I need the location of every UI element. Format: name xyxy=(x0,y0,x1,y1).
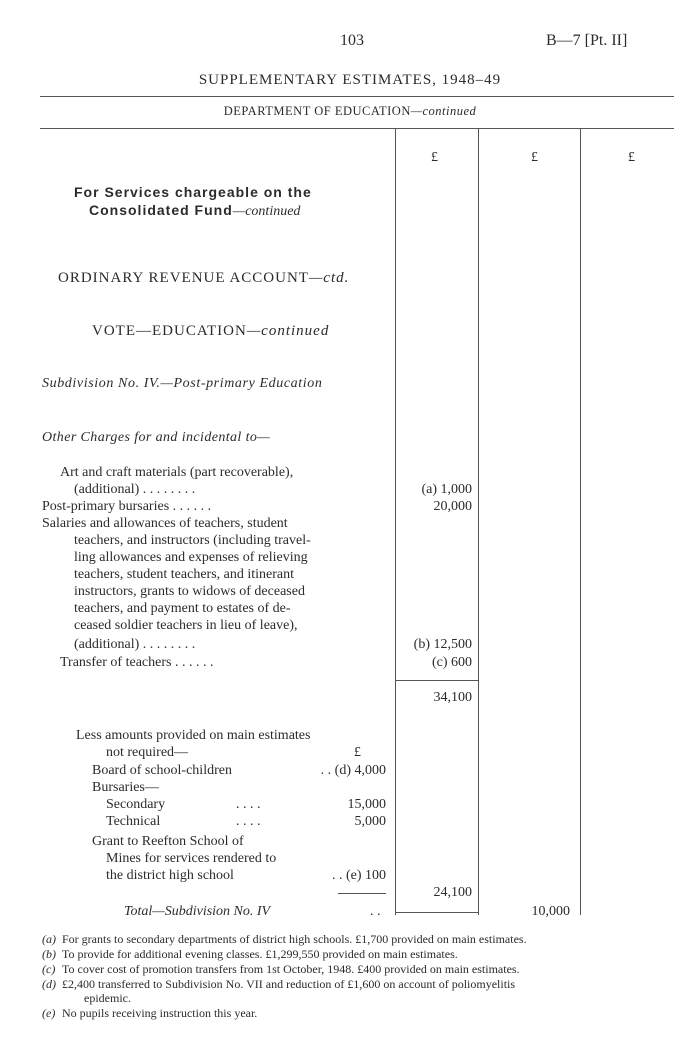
grant-line2: Mines for services rendered to xyxy=(106,851,277,866)
department-name: DEPARTMENT OF EDUCATION xyxy=(223,104,411,118)
footnote-c xyxy=(42,962,520,977)
footnote-c-mark: (c) xyxy=(42,962,56,976)
technical-leaders: . . . . xyxy=(236,814,261,829)
footnote-e xyxy=(42,1006,257,1021)
bursaries-item: Post-primary bursaries . . . . . . xyxy=(42,499,212,514)
salaries-line6: teachers, and payment to estates of de- xyxy=(74,601,291,616)
less-bursaries-heading: Bursaries— xyxy=(92,780,159,795)
subdivision-heading: Subdivision No. IV.—Post-primary Education xyxy=(42,376,323,391)
account-heading xyxy=(58,270,349,287)
account-heading-text: ORDINARY REVENUE ACCOUNT xyxy=(58,270,309,286)
department-continued: —continued xyxy=(410,104,477,118)
services-heading-line2 xyxy=(89,202,300,220)
salaries-line8: (additional) . . . . . . . . xyxy=(74,637,196,652)
technical-amount: 5,000 xyxy=(354,814,386,829)
department-heading xyxy=(0,104,700,119)
column-1-currency: £ xyxy=(431,150,438,165)
footnote-a xyxy=(42,932,527,947)
salaries-amount: (b) 12,500 xyxy=(413,637,472,652)
secondary-leaders: . . . . xyxy=(236,797,261,812)
total-label: Total—Subdivision No. IV xyxy=(124,904,271,919)
salaries-line5: instructors, grants to widows of deceased xyxy=(74,584,305,599)
less-pound-sign: £ xyxy=(354,745,361,760)
less-intro-line2: not required— xyxy=(106,745,189,760)
footnote-d xyxy=(42,977,515,992)
art-materials-line1: Art and craft materials (part recoverable), xyxy=(60,465,294,480)
footnote-b-mark: (b) xyxy=(42,947,56,961)
footnote-d-text: £2,400 transferred to Subdivision No. VII and reduction of £1,600 on account of poliomyelitis xyxy=(62,977,516,991)
secondary-amount: 15,000 xyxy=(347,797,386,812)
total-leaders: . . xyxy=(370,904,381,919)
footnote-d-continued-text: epidemic. xyxy=(84,991,131,1005)
header-rule xyxy=(40,128,674,129)
subtotal-rule xyxy=(396,680,478,681)
column-rule-2 xyxy=(478,128,479,915)
transfer-amount: (c) 600 xyxy=(431,655,472,670)
other-charges-heading: Other Charges for and incidental to— xyxy=(42,430,271,445)
total-rule xyxy=(396,912,478,913)
board-amount: . . (d) 4,000 xyxy=(320,763,386,778)
grant-line3: the district high school xyxy=(106,868,234,883)
salaries-line2: teachers, and instructors (including travel- xyxy=(74,533,311,548)
column-2-currency: £ xyxy=(531,150,538,165)
salaries-line1: Salaries and allowances of teachers, student xyxy=(42,516,288,531)
art-materials-line2: (additional) . . . . . . . . xyxy=(74,482,196,497)
footnote-a-text: For grants to secondary departments of district high schools. £1,700 provided on main estimates. xyxy=(62,932,527,946)
salaries-line3: ling allowances and expenses of relieving xyxy=(74,550,308,565)
transfer-item: Transfer of teachers . . . . . . xyxy=(60,655,214,670)
column-3-currency: £ xyxy=(628,150,635,165)
vote-heading xyxy=(92,323,329,340)
footnote-a-mark: (a) xyxy=(42,932,56,946)
services-heading-text: Consolidated Fund xyxy=(89,202,233,218)
board-item: Board of school-children xyxy=(92,763,232,778)
footnote-e-text: No pupils receiving instruction this year. xyxy=(62,1006,258,1020)
less-total-rule xyxy=(338,893,386,894)
art-materials-amount: (a) 1,000 xyxy=(421,482,472,497)
services-heading-line1: For Services chargeable on the xyxy=(74,184,312,200)
services-heading-continued: —continued xyxy=(232,204,301,219)
footnote-d-continued xyxy=(42,991,131,1006)
less-total-amount: 24,100 xyxy=(433,885,472,900)
footnote-d-mark: (d) xyxy=(42,977,56,991)
subtotal-amount: 34,100 xyxy=(433,690,472,705)
page-title: SUPPLEMENTARY ESTIMATES, 1948–49 xyxy=(198,72,502,88)
secondary-item: Secondary xyxy=(106,797,166,812)
account-heading-continued: —ctd. xyxy=(308,270,350,286)
less-intro-line1: Less amounts provided on main estimates xyxy=(76,728,311,743)
column-rule-1 xyxy=(395,128,396,915)
page-number: 103 xyxy=(340,32,364,49)
vote-heading-continued: —continued xyxy=(246,323,330,339)
title-rule xyxy=(40,96,674,97)
document-reference: B—7 [Pt. II] xyxy=(546,32,628,49)
technical-item: Technical xyxy=(106,814,161,829)
grant-line1: Grant to Reefton School of xyxy=(92,834,244,849)
vote-heading-text: VOTE—EDUCATION xyxy=(92,323,247,339)
footnote-c-text: To cover cost of promotion transfers from 1st October, 1948. £400 provided on main estimates. xyxy=(62,962,520,976)
footnote-e-mark: (e) xyxy=(42,1006,56,1020)
footnote-b-text: To provide for additional evening classes. £1,299,550 provided on main estimates. xyxy=(62,947,458,961)
bursaries-amount: 20,000 xyxy=(433,499,472,514)
column-rule-3 xyxy=(580,128,581,915)
footnote-b xyxy=(42,947,458,962)
grant-amount: . . (e) 100 xyxy=(331,868,386,883)
total-amount: 10,000 xyxy=(531,904,570,919)
salaries-line4: teachers, student teachers, and itinerant xyxy=(74,567,295,582)
salaries-line7: ceased soldier teachers in lieu of leave), xyxy=(74,618,298,633)
